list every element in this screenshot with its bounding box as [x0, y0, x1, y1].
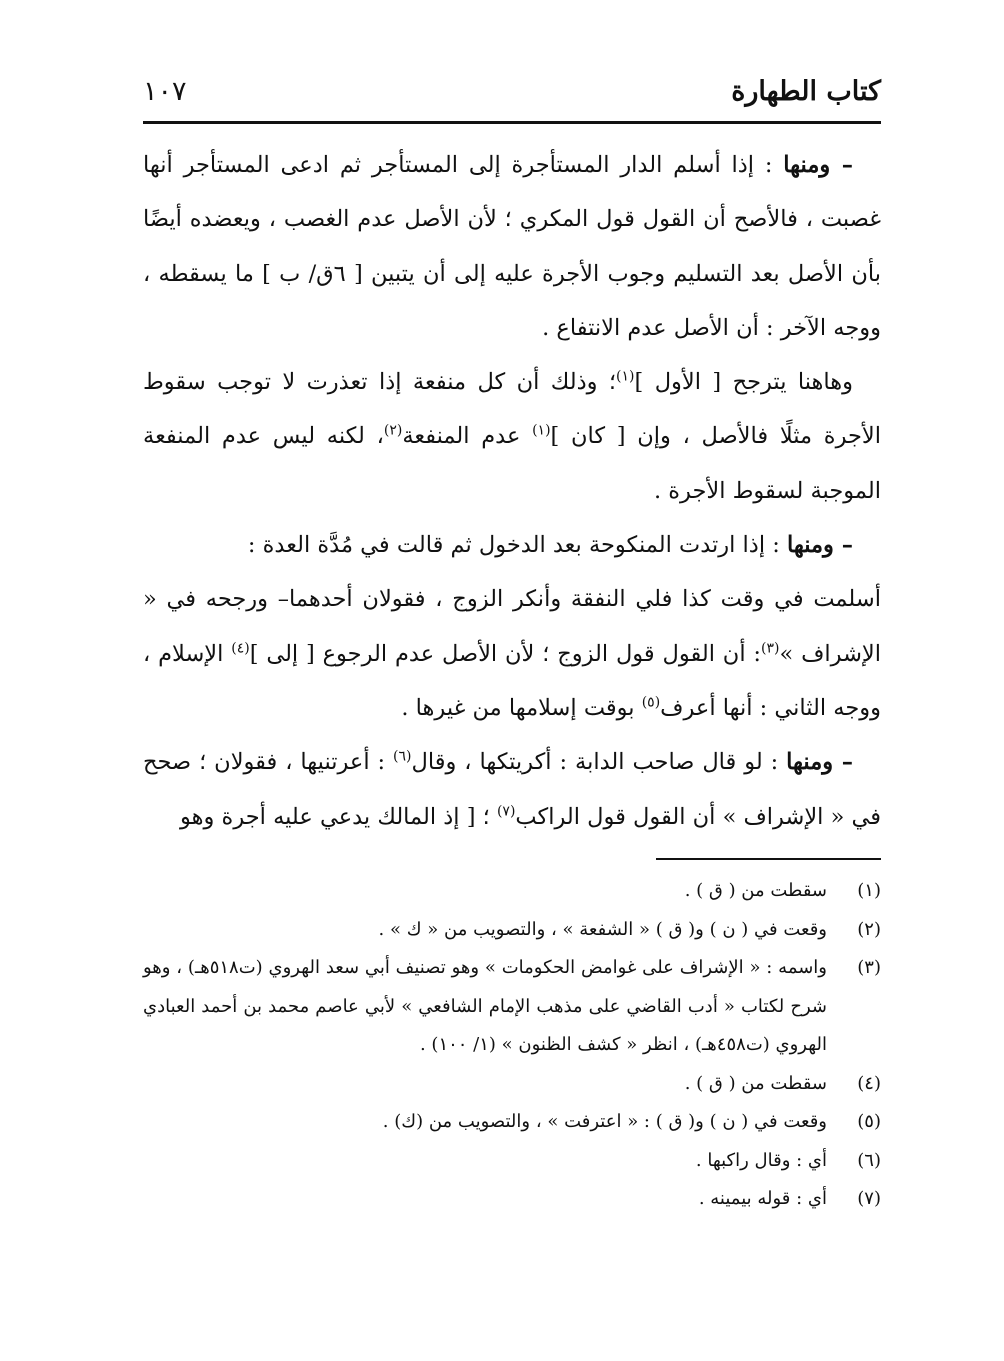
footnote-number: (٥) — [857, 1111, 881, 1132]
footnote — [143, 911, 881, 950]
paragraph-text: ؛ وذلك أن كل منفعة إذا تعذرت لا توجب سقوط الأجرة مثلًا فالأصل ، وإن [ كان ] — [143, 369, 881, 450]
footnote — [143, 1065, 881, 1104]
page-header — [143, 68, 881, 122]
footnote-separator — [656, 858, 881, 860]
footnote — [143, 1103, 881, 1142]
footnote-ref: (٥) — [641, 694, 661, 711]
footnote-ref: (٤) — [231, 640, 250, 657]
running-title: كتاب الطهارة — [731, 76, 881, 107]
page-number: ١٠٧ — [143, 76, 187, 107]
paragraph-text: ؛ [ إذ المالك يدعي عليه أجرة وهو — [180, 803, 497, 830]
footnote-ref: (٣) — [761, 640, 780, 657]
paragraph-lead: – ومنها — [786, 749, 853, 776]
footnote-ref: (٧) — [496, 803, 516, 820]
footnote-text: وقعت في ( ن ) و( ق ) « الشفعة » ، والتصويب من « ك » . — [378, 918, 827, 940]
footnote — [143, 1180, 881, 1219]
footnote-ref: (١) — [616, 368, 635, 385]
footnote-text: واسمه : « الإشراف على غوامض الحكومات » وهو تصنيف أبي سعد الهروي (ت٥١٨هـ) ، وهو شرح لكتاب « أدب القاضي على مذهب الإمام الشافعي » لأبي عاصم محمد بن أحمد العبادي الهروي (ت٤٥٨هـ) ، انظر « كشف الظنون » (١/ ١٠٠) . — [143, 957, 827, 1055]
header-rule — [143, 121, 881, 124]
footnote-text: سقطت من ( ق ) . — [684, 1072, 827, 1094]
footnote-number: (٧) — [857, 1188, 881, 1209]
paragraph-text: عدم المنفعة — [402, 423, 533, 450]
footnote-text: وقعت في ( ن ) و( ق ) : « اعترفت » ، والتصويب من (ك) . — [382, 1111, 827, 1132]
paragraph-text: : إذا ارتدت المنكوحة بعد الدخول ثم قالت في مُدَّة العدة : — [247, 532, 780, 559]
paragraph-lead: – ومنها — [783, 152, 853, 178]
footnotes — [143, 872, 881, 1219]
footnote-ref: (١) — [532, 422, 551, 439]
paragraph-text: وهاهنا يترجح [ الأول ] — [634, 369, 853, 396]
footnote-number: (٣) — [857, 957, 881, 978]
footnote-ref: (٢) — [383, 422, 403, 439]
paragraph — [143, 138, 881, 355]
footnote-number: (١) — [857, 880, 881, 901]
paragraph-text: أسلمت في وقت كذا فلي النفقة وأنكر الزوج ، فقولان أحدهما– ورجحه في « الإشراف » — [143, 586, 882, 667]
paragraph-lead: – ومنها — [786, 532, 853, 559]
footnote-text: أي : قوله بيمينه . — [698, 1188, 827, 1209]
paragraph-text: بوقت إسلامها من غيرها . — [401, 694, 642, 721]
paragraph-text: ، لكنه ليس عدم المنفعة الموجبة لسقوط الأجرة . — [143, 423, 881, 504]
footnote-text: أي : وقال راكبها . — [695, 1149, 827, 1171]
paragraph-text: الإسلام ، ووجه الثاني : أنها أعرف — [143, 640, 881, 721]
footnote-number: (٤) — [857, 1072, 881, 1094]
footnote — [143, 1142, 881, 1181]
paragraph-text: : أن القول قول الزوج ؛ لأن الأصل عدم الرجوع [ إلى ] — [249, 640, 762, 667]
paragraph-text: : إذا أسلم الدار المستأجرة إلى المستأجر ثم ادعى المستأجر أنها غصبت ، فالأصح أن القول قول المكري ؛ لأن الأصل عدم الغصب ، ويعضده أيضًا بأن الأصل بعد التسليم وجوب الأجرة عليه إلى أن يتبين [ ٦ق/ ب ] ما يسقطه ، ووجه الآخر : أن الأصل عدم الانتفاع . — [143, 152, 881, 341]
footnote — [143, 872, 881, 911]
footnote-ref: (٦) — [393, 748, 412, 765]
main-text — [143, 138, 881, 844]
paragraph-text: : أعرتنيها ، فقولان ؛ صحح في « الإشراف » أن القول قول الراكب — [143, 749, 881, 830]
footnote-number: (٦) — [857, 1149, 881, 1171]
paragraph — [143, 355, 881, 518]
paragraph — [143, 735, 881, 844]
footnote-number: (٢) — [857, 918, 881, 940]
footnote-text: سقطت من ( ق ) . — [684, 880, 827, 901]
paragraph-text: : لو قال صاحب الدابة : أكريتكها ، وقال — [411, 749, 779, 776]
paragraph — [143, 518, 881, 572]
footnote — [143, 949, 881, 1065]
paragraph — [143, 572, 881, 735]
